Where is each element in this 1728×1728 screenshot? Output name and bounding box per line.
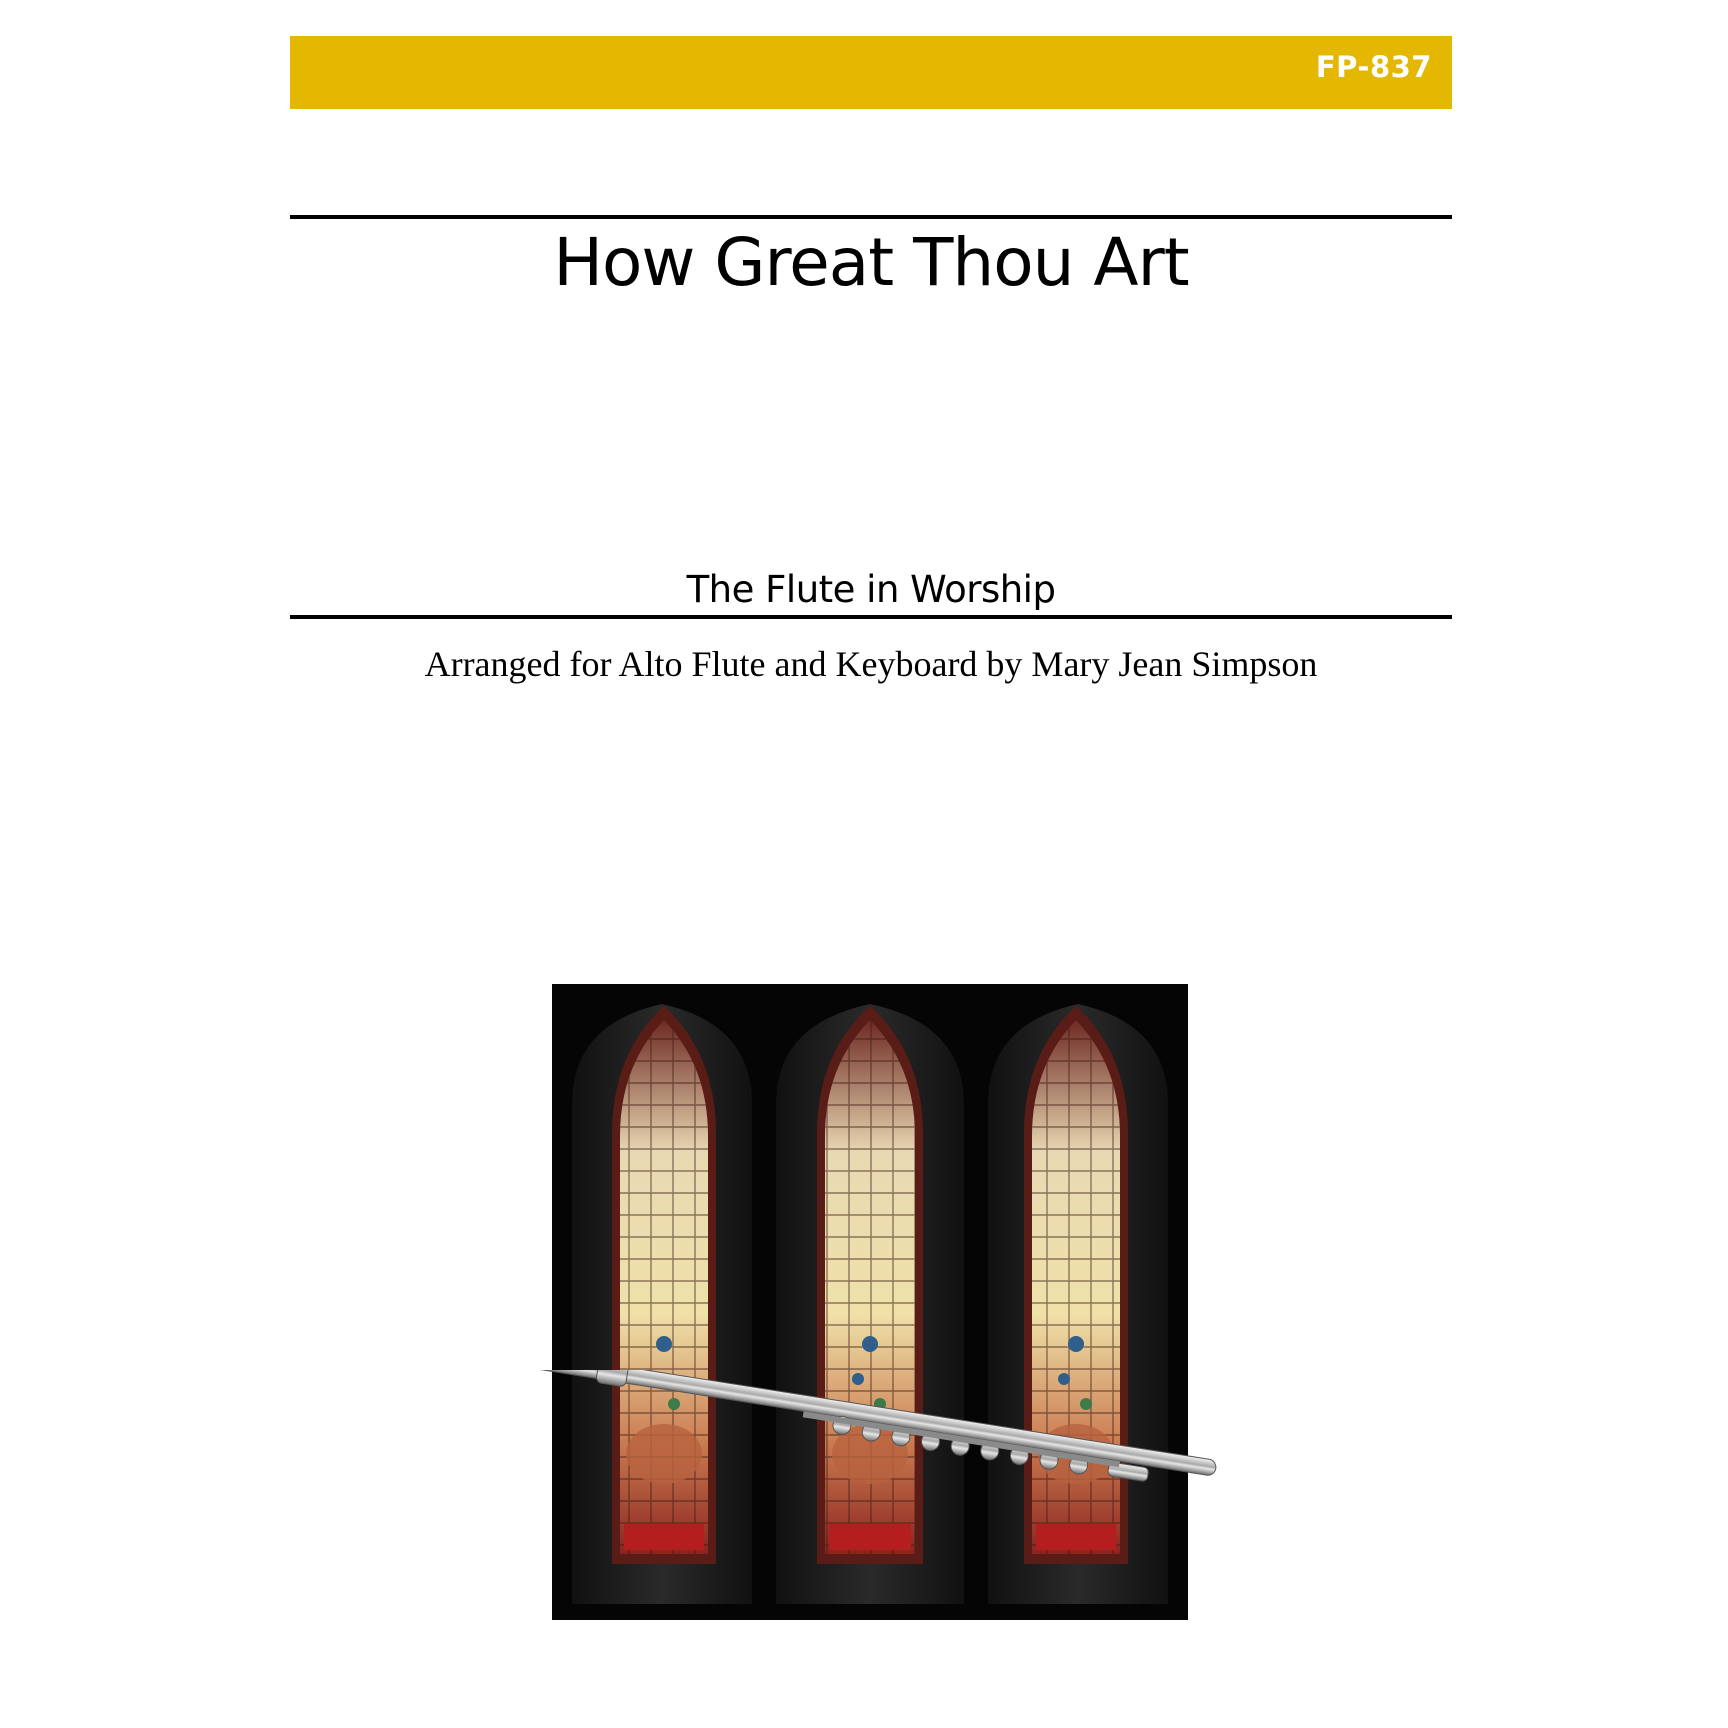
cover-artwork bbox=[552, 984, 1188, 1620]
title-rule-top bbox=[290, 215, 1452, 219]
code-banner bbox=[290, 36, 1452, 109]
arranger-credit: Arranged for Alto Flute and Keyboard by Mary Jean Simpson bbox=[424, 644, 1318, 684]
series-rule bbox=[290, 615, 1452, 619]
series-title: The Flute in Worship bbox=[686, 568, 1056, 611]
page-title: How Great Thou Art bbox=[553, 224, 1189, 301]
catalog-code: FP-837 bbox=[1315, 50, 1432, 84]
stained-glass-windows-illustration bbox=[552, 984, 1188, 1620]
flute-illustration bbox=[520, 1370, 1220, 1510]
